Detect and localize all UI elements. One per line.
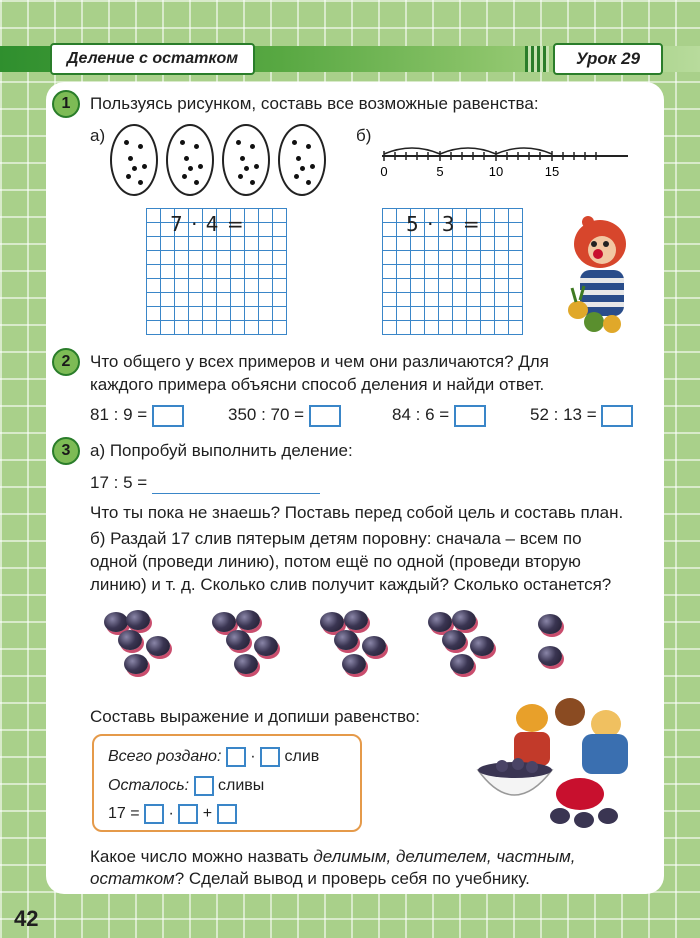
tick-label: 15 [544,164,560,179]
answer-box[interactable] [144,804,164,824]
page-number: 42 [14,906,39,931]
answer-box[interactable] [226,747,246,767]
plum [428,612,452,632]
task3-part-b-line2: одной (проведи линию), потом ещё по одной (проведи вторую [90,552,581,571]
plum [254,636,278,656]
example-4: 52 : 13 = [530,404,633,427]
task1-text: Пользуясь рисунком, составь все возможные равенства: [90,94,539,113]
equation-row: 17 = · + [108,803,237,825]
plum [226,630,250,650]
answer-box[interactable] [601,405,633,427]
plum [146,636,170,656]
division-expression: 17 : 5 = [90,472,320,494]
tick-label: 10 [488,164,504,179]
plum [118,630,142,650]
tick-label: 5 [436,164,444,179]
children-with-bowl-illustration [474,684,650,834]
task-number-badge: 3 [52,437,80,465]
handwritten-equation-a: 7 · 4 = [170,212,245,236]
conclusion-line1: Какое число можно назвать делимым, делителем, частным, [90,847,576,866]
left-row: Осталось: сливы [108,777,265,794]
plums-illustration [100,606,570,686]
given-row: Всего роздано: · слив [108,748,320,765]
jump-arc [496,148,552,154]
plum [344,610,368,630]
plum [320,612,344,632]
conclusion-line2: остатком? Сделай вывод и проверь себя по учебнику. [90,869,530,888]
task2-line1: Что общего у всех примеров и чем они различаются? Для [90,352,549,371]
task3-part-b-line1: б) Раздай 17 слив пятерым детям поровну: сначала – всем по [90,529,582,548]
plum [104,612,128,632]
number-line [378,140,638,180]
plum [212,612,236,632]
header-stripes [525,46,549,72]
plum [452,610,476,630]
answer-box[interactable] [152,405,184,427]
dot-groups-illustration [110,124,330,204]
answer-box[interactable] [194,776,214,796]
task-number-badge: 2 [52,348,80,376]
topic-title: Деление с остатком [50,43,255,75]
answer-box[interactable] [260,747,280,767]
jump-arc [384,148,440,154]
plum [538,614,562,634]
plum [234,654,258,674]
answer-box[interactable] [454,405,486,427]
task3-part-a: а) Попробуй выполнить деление: [90,441,353,460]
dot-group [166,124,214,196]
task3-question: Что ты пока не знаешь? Поставь перед собой цель и составь план. [90,503,624,522]
lesson-label: Урок 29 [553,43,663,75]
jump-arc [440,148,496,154]
dot-group [222,124,270,196]
example-3: 84 : 6 = [392,404,486,427]
plum [470,636,494,656]
plum [342,654,366,674]
plum [538,646,562,666]
plum [124,654,148,674]
task3-part-b-line3: линию) и т. д. Сколько слив получит каждый? Сколько останется? [90,575,612,594]
task-number-badge: 1 [52,90,80,118]
task1-part-a-label: а) [90,126,106,145]
example-2: 350 : 70 = [228,404,341,427]
dot-group [110,124,158,196]
plum [334,630,358,650]
answer-box[interactable] [309,405,341,427]
plum [450,654,474,674]
plum [236,610,260,630]
plum [126,610,150,630]
dot-group [278,124,326,196]
handwritten-equation-b: 5 · 3 = [406,212,481,236]
tick-label: 0 [380,164,388,179]
answer-line[interactable] [152,476,320,494]
example-1: 81 : 9 = [90,404,184,427]
answer-box[interactable] [178,804,198,824]
plum [362,636,386,656]
answer-box[interactable] [217,804,237,824]
clown-illustration [558,214,640,338]
plum [442,630,466,650]
task1-part-b-label: б) [356,126,372,145]
compose-instruction: Составь выражение и допиши равенство: [90,707,420,726]
task2-line2: каждого примера объясни способ деления и найди ответ. [90,375,545,394]
